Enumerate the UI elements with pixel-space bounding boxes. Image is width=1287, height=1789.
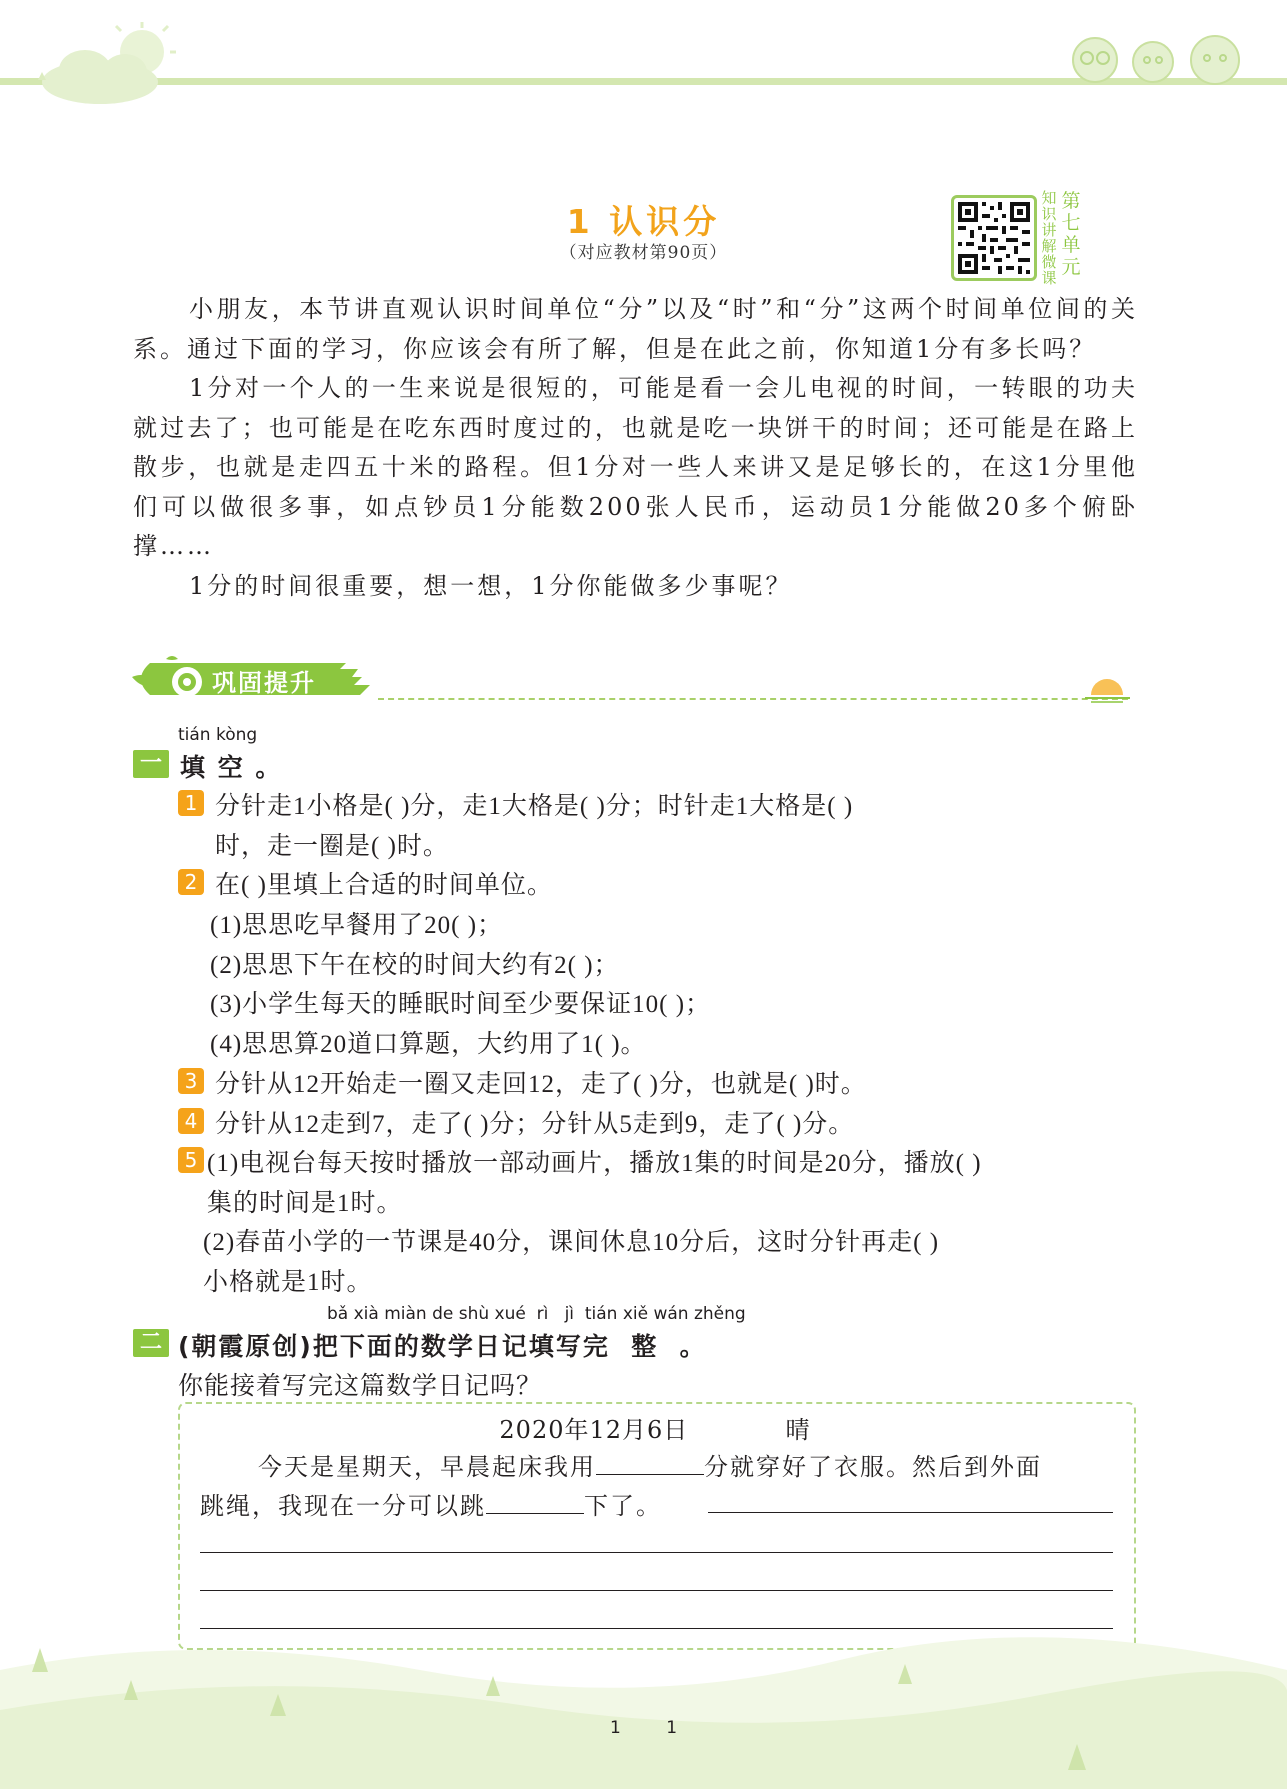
item-number-badge: 4 — [178, 1108, 204, 1134]
diary-line: 今天是星期天，早晨起床我用 分就穿好了衣服。然后到外面 — [258, 1455, 1042, 1481]
q2-number-badge: 二 — [133, 1329, 169, 1357]
question-line: 分针从12走到7，走了( )分；分针从5走到9，走了( )分。 — [215, 1111, 855, 1138]
page-number: 1 1 — [609, 1718, 678, 1738]
q2-prompt: 你能接着写完这篇数学日记吗？ — [178, 1373, 543, 1400]
q1-heading: 填 空 。 — [180, 753, 283, 782]
diary-line: 跳绳，我现在一分可以跳 下了。 — [200, 1494, 662, 1520]
animals-decoration — [1055, 20, 1255, 90]
intro-paragraph: 1分的时间很重要，想一想，1分你能做多少事呢？ — [189, 571, 793, 600]
question-line: 时，走一圈是( )时。 — [215, 833, 449, 860]
intro-paragraph: 小朋友，本节讲直观认识时间单位“分”以及“时”和“分”这两个时间单位间的关系。通过下面的学习，你应该会有所了解，但是在此之前，你知道1分有多长吗？ — [133, 295, 1138, 363]
question-line: (1)思思吃早餐用了20( )； — [210, 912, 504, 939]
q2-heading: (朝霞原创)把下面的数学日记填写完 整 。 — [178, 1332, 707, 1361]
intro-paragraph: 1分对一个人的一生来说是很短的，可能是看一会儿电视的时间，一转眼的功夫就过去了；也可能是在吃东西时度过的，也就是吃一块饼干的时间；还可能是在路上散步，也就是走四五十米的路程。但1分对一些人来讲又是足够长的，在这1分里他们可以做很多事，如点钞员1分能数200张人民币，运动员1分能做20多个俯卧撑…… — [133, 374, 1138, 560]
unit-label: 第 七 单 元 — [1061, 190, 1081, 278]
sunset-icon — [1085, 675, 1130, 705]
hills-decoration — [0, 1600, 1287, 1789]
intro-text — [133, 290, 1138, 606]
qr-caption-small: 知 识 讲 解 微 课 — [1041, 189, 1057, 287]
question-line: (3)小学生每天的睡眠时间至少要保证10( )； — [210, 991, 712, 1018]
question-line: 分针走1小格是( )分，走1大格是( )分；时针走1大格是( ) — [215, 793, 854, 820]
item-number-badge: 1 — [178, 790, 204, 816]
writing-line[interactable] — [200, 1590, 1113, 1591]
diary-weather: 晴 — [785, 1416, 811, 1444]
section-divider — [378, 698, 1128, 700]
q1-number-badge: 一 — [133, 750, 169, 778]
question-line: (2)思思下午在校的时间大约有2( )； — [210, 952, 620, 979]
question-line: 小格就是1时。 — [203, 1269, 373, 1296]
answer-blank[interactable] — [596, 1474, 704, 1475]
item-number-badge: 3 — [178, 1068, 204, 1094]
cloud-sun-decoration — [30, 20, 190, 110]
question-line: (1)电视台每天按时播放一部动画片，播放1集的时间是20分，播放( ) — [207, 1150, 982, 1177]
question-line: 在( )里填上合适的时间单位。 — [215, 872, 553, 899]
question-line: (4)思思算20道口算题，大约用了1( )。 — [210, 1031, 647, 1058]
page-subtitle: （对应教材第90页） — [559, 243, 728, 263]
qr-code-icon[interactable] — [951, 195, 1037, 281]
section-label: 巩固提升 — [212, 669, 316, 697]
item-number-badge: 2 — [178, 869, 204, 895]
question-line: (2)春苗小学的一节课是40分，课间休息10分后，这时分针再走( ) — [203, 1229, 940, 1256]
writing-line[interactable] — [200, 1552, 1113, 1553]
q2-pinyin: bǎ xià miàn de shù xué rì jì tián xiě wán zhěng — [327, 1304, 746, 1324]
q1-pinyin: tián kòng — [178, 725, 258, 745]
diary-header — [178, 1410, 1132, 1445]
answer-blank[interactable] — [486, 1513, 584, 1514]
writing-line[interactable] — [708, 1512, 1113, 1513]
item-number-badge: 5 — [178, 1147, 204, 1173]
page-title: 1 认识分 — [566, 202, 721, 241]
question-line: 分针从12开始走一圈又走回12，走了( )分，也就是( )时。 — [215, 1071, 867, 1098]
question-line: 集的时间是1时。 — [207, 1190, 403, 1217]
diary-date: 2020年12月6日 — [499, 1416, 689, 1444]
